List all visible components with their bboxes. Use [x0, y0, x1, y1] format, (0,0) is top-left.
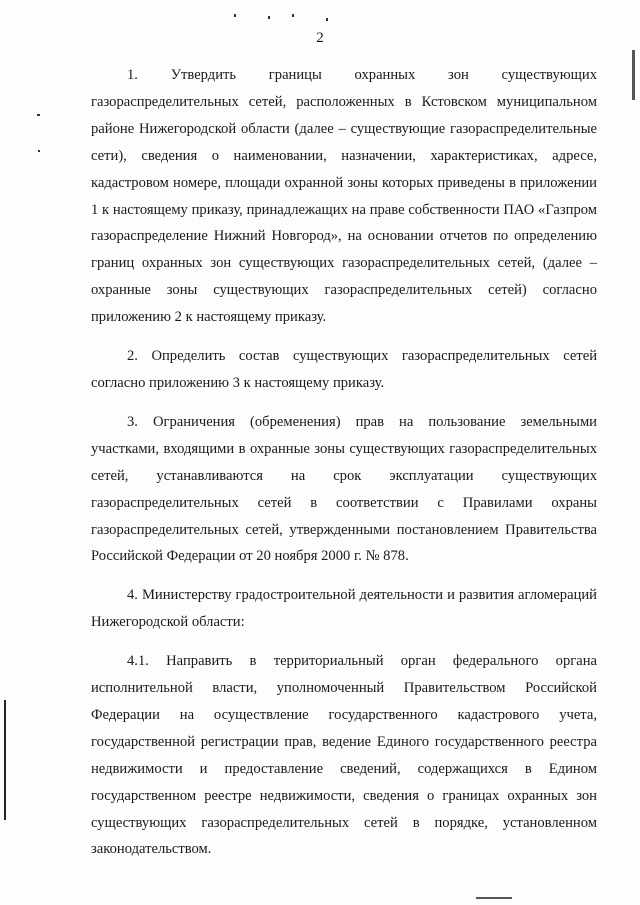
scan-dot-5 — [37, 114, 40, 116]
paragraph-4: 4. Министерству градостроительной деятельности и развития агломераций Нижегородской области: — [91, 587, 597, 631]
scan-edge-mark-left — [4, 700, 6, 820]
paragraph-1: 1. Утвердить границы охранных зон существующих газораспределительных сетей, расположенных в Кстовском муниципальном районе Нижегородской области (далее – существующие газораспределительные сети), сведения о наименовании, назначении, характеристиках, адресе, кадастровом номере, площади охранной зоны которых приведены в приложении 1 к настоящему приказу, принадлежащих на праве собственности ПАО «Газпром газораспределение Нижний Новгород», на основании отчетов по определению границ охранных зон существующих газораспределительных сетей, (далее – охранные зоны существующих газораспределительных сетей) согласно приложению 2 к настоящему приказу. — [91, 67, 597, 326]
scan-dot-3 — [292, 14, 294, 17]
document-body — [91, 62, 597, 863]
page-number: 2 — [316, 30, 324, 46]
paragraph-4-1: 4.1. Направить в территориальный орган федерального органа исполнительной власти, уполномоченный Правительством Российской Федерации на осуществление государственного кадастрового учета, государственной регистрации прав, ведение Единого государственного реестра недвижимости и предоставление сведений, содержащихся в Едином государственном реестре недвижимости, сведения о границах охранных зон существующих газораспределительных сетей в порядке, установленном законодательством. — [91, 653, 597, 858]
scan-edge-mark-right — [632, 50, 635, 100]
scan-dot-6 — [38, 150, 40, 152]
scan-dot-2 — [268, 16, 270, 19]
paragraph-3: 3. Ограничения (обременения) прав на пользование земельными участками, входящими в охранные зоны существующих газораспределительных сетей, устанавливаются на срок эксплуатации существующих газораспределительных сетей в соответствии с Правилами охраны газораспределительных сетей, утвержденными постановлением Правительства Российской Федерации от 20 ноября 2000 г. № 878. — [91, 413, 597, 565]
scan-dot-1 — [234, 14, 236, 17]
scan-bottom-mark — [476, 897, 512, 899]
paragraph-2: 2. Определить состав существующих газораспределительных сетей согласно приложению 3 к настоящему приказу. — [91, 348, 597, 391]
scan-dot-4 — [326, 18, 328, 21]
